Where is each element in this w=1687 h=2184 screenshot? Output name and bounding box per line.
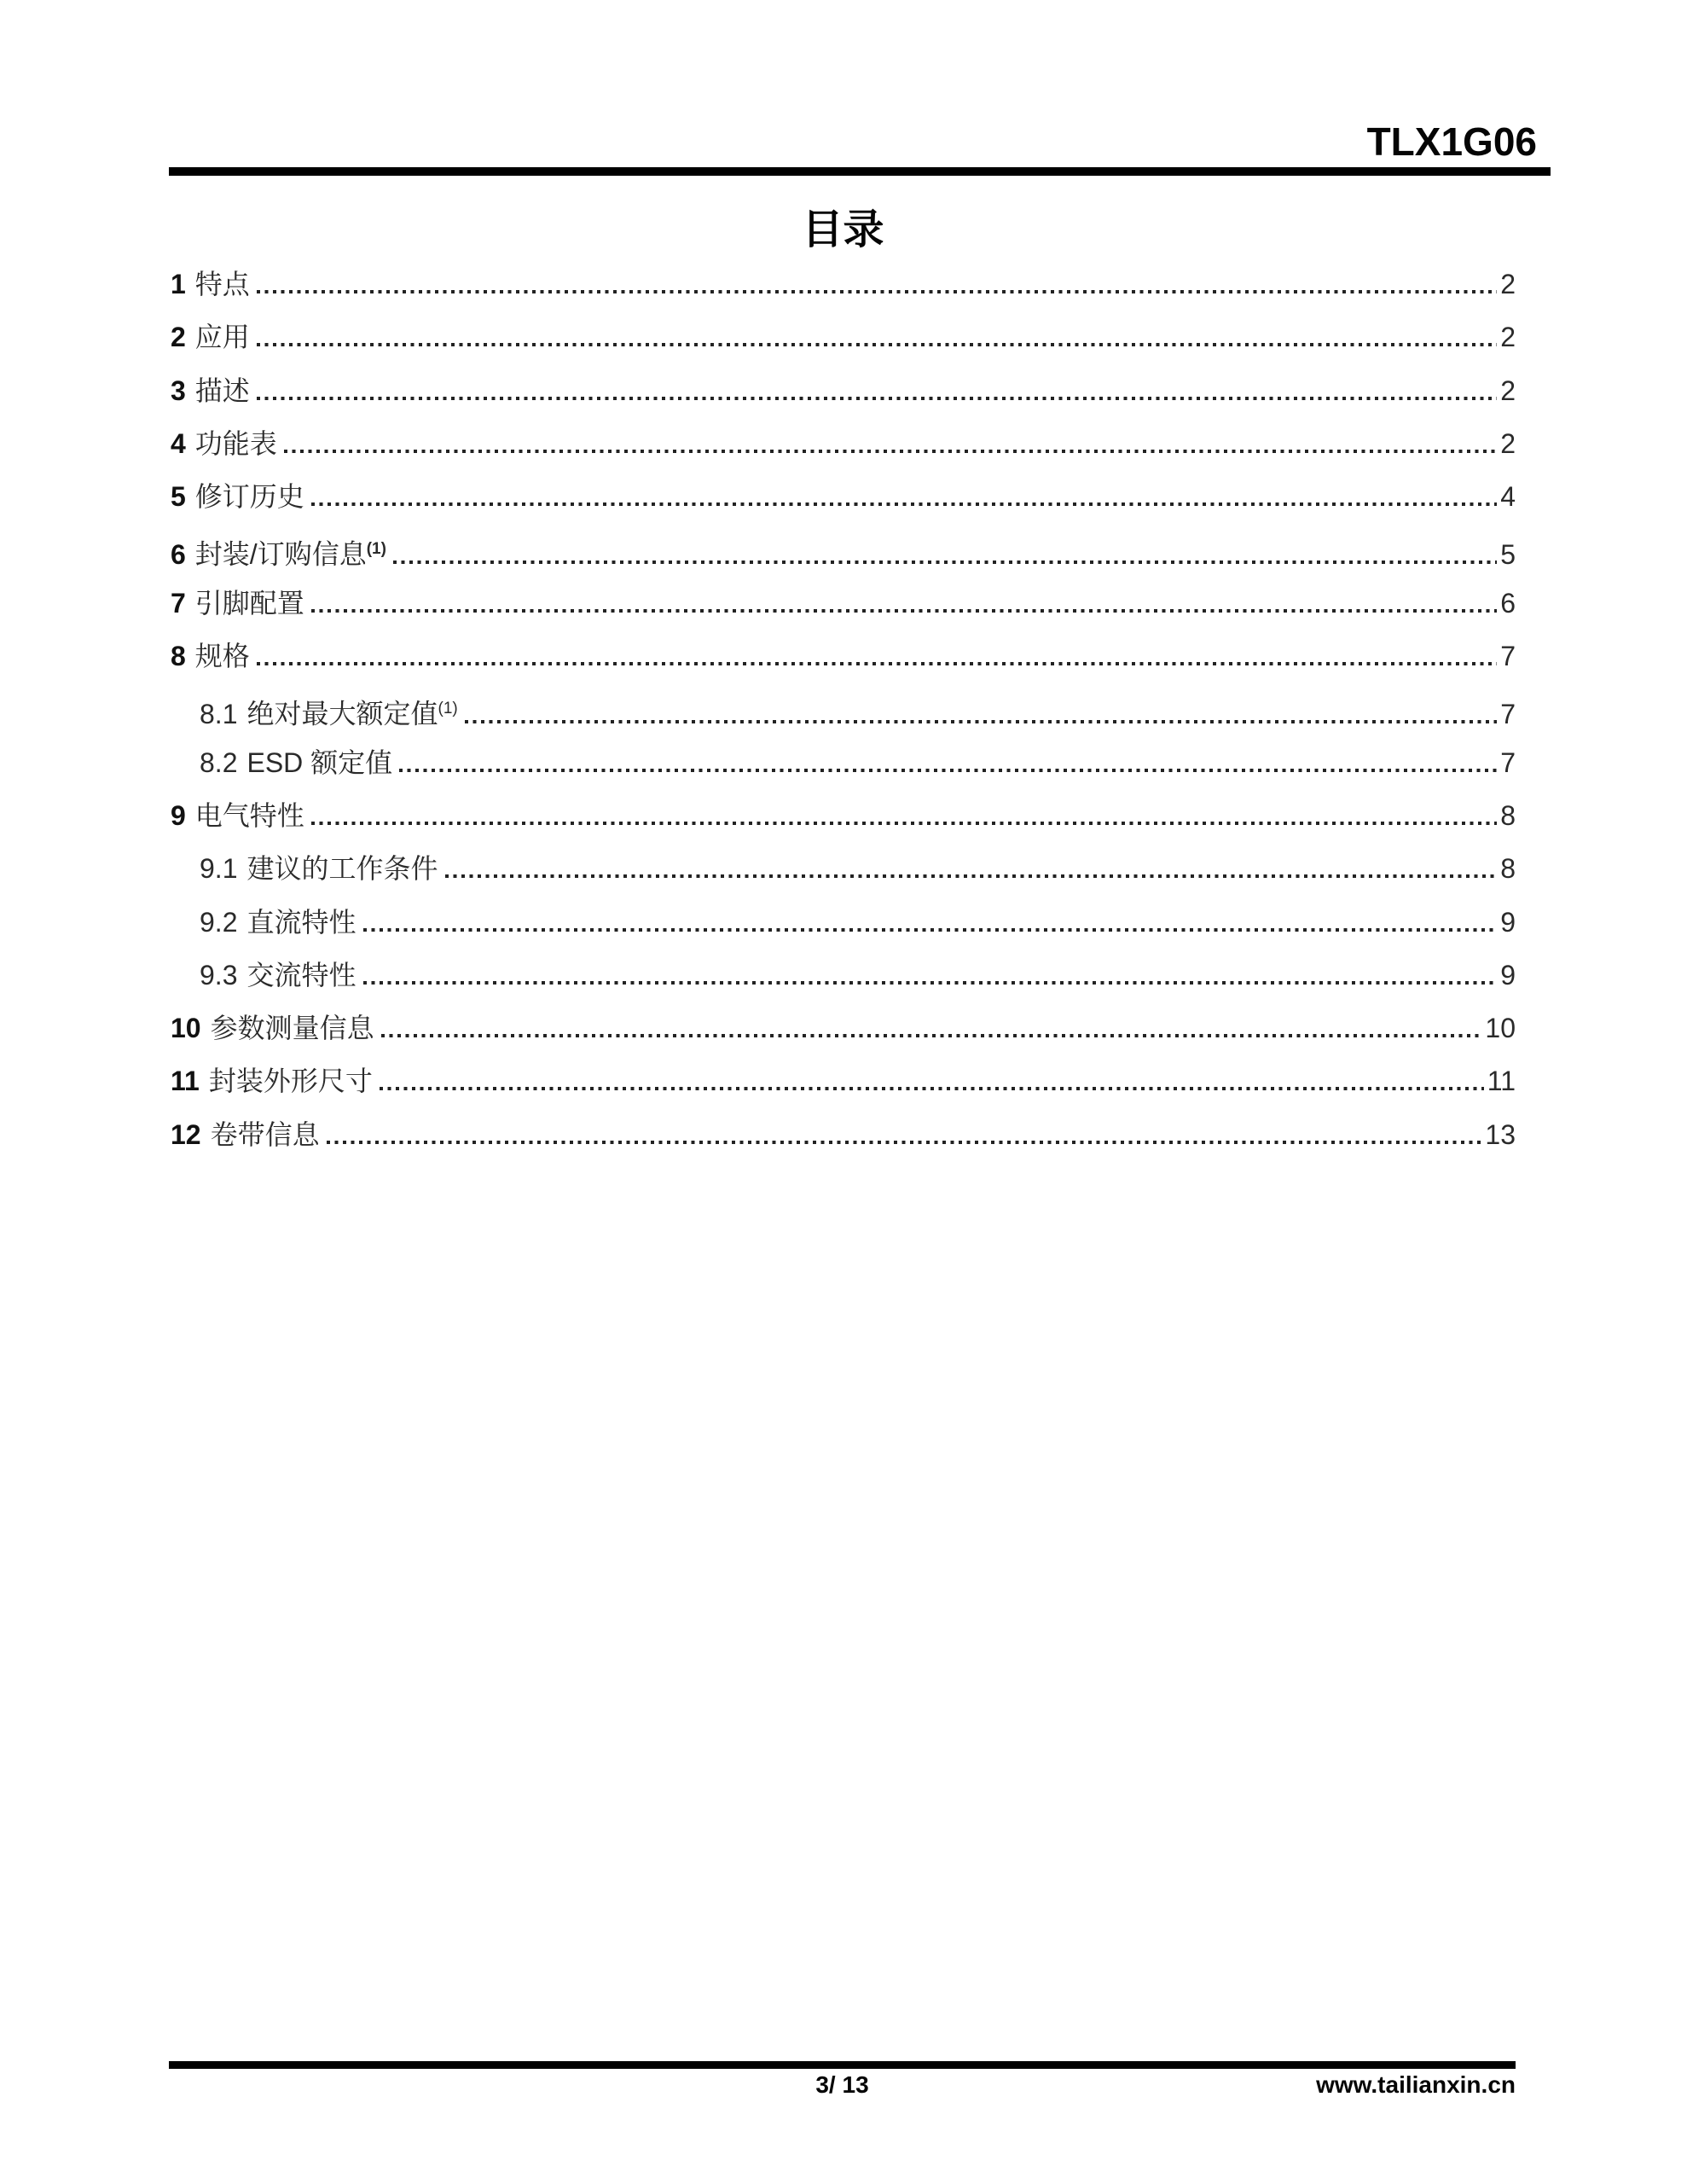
toc-entry-number: 6: [171, 539, 186, 571]
toc-entry-number: 9: [171, 799, 186, 831]
toc-entry[interactable]: [171, 1108, 1516, 1161]
toc-entry[interactable]: [171, 736, 1516, 789]
toc-entry-page: 2: [1500, 427, 1516, 459]
toc-entry-number: 1: [171, 269, 186, 299]
page-footer: [169, 2071, 1516, 2100]
toc-entry[interactable]: [171, 1054, 1516, 1107]
toc-entry-label: 描述: [194, 375, 250, 406]
toc-entry-number: 4: [171, 427, 186, 459]
toc-entry-page: 13: [1485, 1118, 1516, 1150]
dot-leader: [311, 609, 1497, 613]
toc-entry-label: ESD 额定值: [246, 746, 393, 778]
dot-leader: [257, 397, 1497, 400]
toc-entry-number: 12: [171, 1118, 201, 1150]
toc-entry[interactable]: [171, 364, 1516, 417]
toc-entry[interactable]: [171, 311, 1516, 363]
header-rule: [169, 167, 1551, 176]
dot-leader: [284, 450, 1497, 453]
toc-entry-label: 电气特性: [194, 799, 304, 831]
toc-entry-footnote-marker: (1): [366, 540, 386, 559]
dot-leader: [327, 1141, 1482, 1144]
toc-entry-label: 规格: [194, 641, 250, 672]
toc-entry[interactable]: [171, 682, 1516, 735]
toc-entry-label: 应用: [194, 322, 250, 353]
toc-entry-page: 4: [1500, 481, 1516, 513]
toc-entry-page: 8: [1500, 853, 1516, 885]
toc-entry-number: 2: [171, 322, 186, 353]
toc-entry-label: 特点: [194, 269, 250, 299]
toc-entry-number: 9.3: [200, 959, 238, 990]
toc-entry-page: 9: [1500, 906, 1516, 938]
toc-entry-page: 2: [1500, 322, 1516, 353]
toc-entry-number: 3: [171, 375, 186, 406]
table-of-contents: [171, 206, 1516, 1161]
page-header: [169, 119, 1551, 176]
dot-leader: [381, 1034, 1482, 1037]
dot-leader: [363, 928, 1498, 932]
toc-entry-label: 直流特性: [246, 906, 357, 938]
toc-entry-number: 11: [171, 1066, 200, 1097]
toc-entry-label: 封装/订购信息$^{(1)}$: [194, 539, 386, 571]
toc-entry-page: 9: [1500, 959, 1516, 990]
toc-entry[interactable]: [171, 523, 1516, 576]
toc-entry-page: 7: [1500, 699, 1516, 730]
toc-entry-number: 8.1: [200, 699, 238, 730]
toc-entry-number: 5: [171, 481, 186, 513]
toc-entry-label: 卷带信息: [210, 1118, 320, 1150]
page-number-indicator: 3/ 13: [815, 2071, 869, 2098]
dot-leader: [257, 343, 1497, 346]
toc-entry-page: 2: [1500, 375, 1516, 406]
dot-leader: [465, 720, 1497, 723]
toc-title: 目录: [802, 207, 884, 253]
footer-rule: [169, 2061, 1516, 2069]
toc-entry-page: 2: [1500, 269, 1516, 299]
dot-leader: [311, 822, 1497, 825]
toc-entry[interactable]: [171, 258, 1516, 311]
toc-entry-label: 引脚配置: [194, 587, 304, 619]
toc-entry-label: 建议的工作条件: [246, 853, 438, 885]
dot-leader: [257, 662, 1497, 665]
toc-entry-number: 8.2: [200, 746, 238, 778]
toc-entry[interactable]: [171, 470, 1516, 523]
toc-entry[interactable]: [171, 630, 1516, 682]
toc-entry-page: 10: [1485, 1013, 1516, 1044]
toc-entry-page: 11: [1487, 1066, 1516, 1097]
toc-entry-page: 6: [1500, 587, 1516, 619]
toc-entry-page: 7: [1500, 641, 1516, 672]
toc-rows: [171, 258, 1516, 1161]
dot-leader: [380, 1087, 1484, 1090]
dot-leader: [311, 502, 1497, 506]
toc-entry[interactable]: [171, 1002, 1516, 1054]
toc-entry-number: 9.2: [200, 906, 238, 938]
dot-leader: [257, 290, 1497, 293]
dot-leader: [363, 981, 1498, 985]
toc-entry-number: 10: [171, 1013, 201, 1044]
toc-entry-page: 8: [1500, 799, 1516, 831]
dot-leader: [445, 874, 1498, 878]
toc-entry-footnote-marker: (1): [438, 700, 458, 718]
dot-leader: [399, 769, 1497, 772]
toc-entry-page: 5: [1500, 539, 1516, 571]
toc-entry-number: 9.1: [200, 853, 238, 885]
toc-entry[interactable]: [171, 577, 1516, 630]
toc-entry-label: 修订历史: [194, 481, 304, 513]
toc-entry[interactable]: [171, 417, 1516, 470]
toc-entry-number: 7: [171, 587, 186, 619]
toc-entry[interactable]: [171, 789, 1516, 842]
toc-entry-number: 8: [171, 641, 186, 672]
toc-entry-label: 交流特性: [246, 959, 357, 990]
toc-entry[interactable]: [171, 949, 1516, 1002]
toc-entry-label: 参数测量信息: [210, 1013, 374, 1044]
website-link[interactable]: www.tailianxin.cn: [1316, 2071, 1516, 2098]
dot-leader: [393, 561, 1497, 564]
toc-entry-label: 封装外形尺寸: [208, 1066, 373, 1097]
toc-entry-label: 绝对最大额定值$^{(1)}$: [246, 699, 458, 730]
product-title: TLX1G06: [1366, 119, 1537, 164]
toc-entry-label: 功能表: [194, 427, 277, 459]
toc-entry-page: 7: [1500, 746, 1516, 778]
toc-entry[interactable]: [171, 842, 1516, 895]
toc-entry[interactable]: [171, 896, 1516, 949]
